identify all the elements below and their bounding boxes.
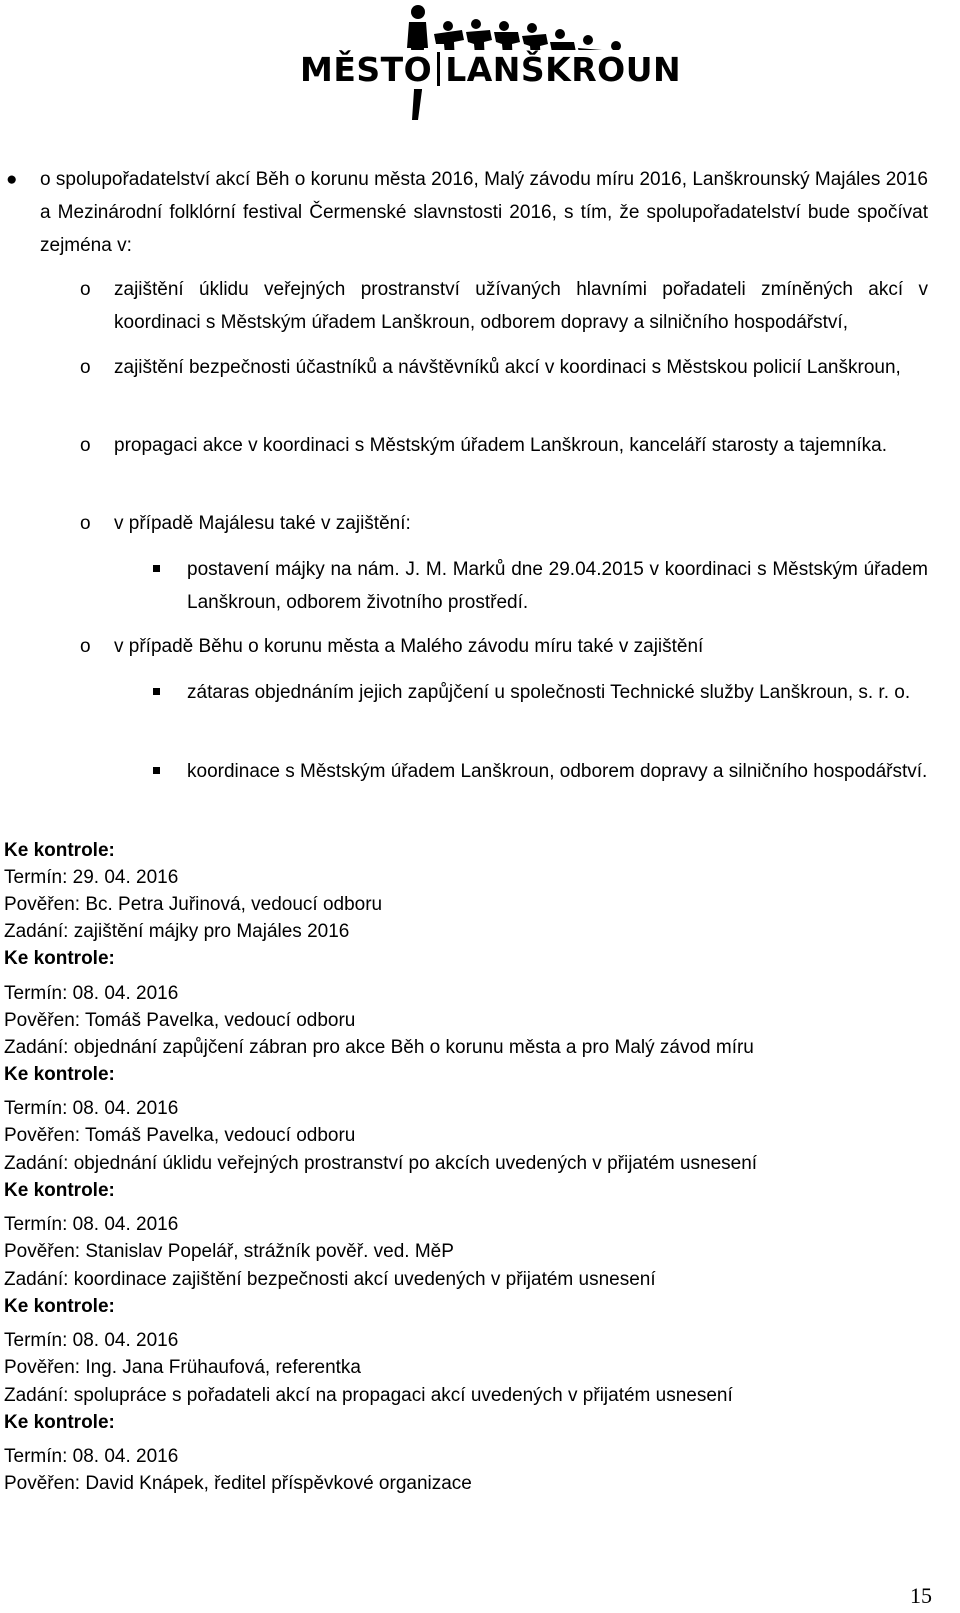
control-deadline: Termín: 08. 04. 2016 <box>4 1330 179 1351</box>
control-assignee: Pověřen: Tomáš Pavelka, vedoucí odboru <box>4 1125 356 1146</box>
control-heading: Ke kontrole: <box>4 948 115 969</box>
control-task: Zadání: objednání zapůjčení zábran pro akce Běh o korunu města a pro Malý závod míru <box>4 1037 754 1058</box>
sub-bullet-icon: o <box>80 636 91 657</box>
control-deadline: Termín: 29. 04. 2016 <box>4 867 179 888</box>
control-heading: Ke kontrole: <box>4 1412 115 1433</box>
intro-paragraph: o spolupořadatelství akcí Běh o korunu města 2016, Malý závodu míru 2016, Lanškrounský Majáles 2016 a Mezinárodní folklórní festival Čermenské slavnstosti 2016, s tím, že spolupořadatelství bude spočívat zejména v: <box>40 169 928 256</box>
control-task: Zadání: zajištění májky pro Majáles 2016 <box>4 921 350 942</box>
control-assignee: Pověřen: Ing. Jana Frühaufová, referentka <box>4 1357 361 1378</box>
logo-separator <box>437 52 440 86</box>
square-bullet-icon <box>153 767 160 774</box>
control-assignee: Pověřen: David Knápek, ředitel příspěvkové organizace <box>4 1473 472 1494</box>
page-number: 15 <box>910 1583 932 1608</box>
square-bullet-icon <box>153 688 160 695</box>
beh-item: koordinace s Městským úřadem Lanškroun, odborem dopravy a silničního hospodářství. <box>187 761 928 782</box>
sub-item: propagaci akce v koordinaci s Městským úřadem Lanškroun, kanceláří starosty a tajemníka. <box>114 435 888 456</box>
city-logo <box>296 0 682 130</box>
control-assignee: Pověřen: Tomáš Pavelka, vedoucí odboru <box>4 1010 356 1031</box>
control-heading: Ke kontrole: <box>4 1180 115 1201</box>
beh-item: zátaras objednáním jejich zapůjčení u společnosti Technické služby Lanškroun, s. r. o. <box>187 682 911 703</box>
sub-item: zajištění úklidu veřejných prostranství užívaných hlavními pořadateli zmíněných akcí v koordinaci s Městským úřadem Lanškroun, odborem dopravy a silničního hospodářství, <box>114 279 928 333</box>
sub-bullet-icon: o <box>80 435 91 456</box>
control-assignee: Pověřen: Bc. Petra Juřinová, vedoucí odboru <box>4 894 383 915</box>
control-task: Zadání: koordinace zajištění bezpečnosti akcí uvedených v přijatém usnesení <box>4 1269 656 1290</box>
main-bullet-icon: ● <box>6 169 18 190</box>
control-deadline: Termín: 08. 04. 2016 <box>4 1098 179 1119</box>
sub-item: v případě Běhu o korunu města a Malého závodu míru také v zajištění <box>114 636 704 657</box>
sub-bullet-icon: o <box>80 357 91 378</box>
control-heading: Ke kontrole: <box>4 1064 115 1085</box>
logo-text-right: LANŠKROUN <box>445 50 682 89</box>
control-heading: Ke kontrole: <box>4 1296 115 1317</box>
control-assignee: Pověřen: Stanislav Popelář, strážník pověř. ved. MěP <box>4 1241 454 1262</box>
control-deadline: Termín: 08. 04. 2016 <box>4 983 179 1004</box>
control-task: Zadání: objednání úklidu veřejných prostranství po akcích uvedených v přijatém usnesení <box>4 1153 758 1174</box>
sub-item: zajištění bezpečnosti účastníků a návštěvníků akcí v koordinaci s Městskou policií Lanškroun, <box>114 357 901 378</box>
logo-text-left: MĚSTO <box>300 50 433 89</box>
control-deadline: Termín: 08. 04. 2016 <box>4 1214 179 1235</box>
sub-item: v případě Majálesu také v zajištění: <box>114 513 411 534</box>
majales-item: postavení májky na nám. J. M. Marků dne 29.04.2015 v koordinaci s Městským úřadem Lanškroun, odborem životního prostředí. <box>187 559 928 613</box>
square-bullet-icon <box>153 565 160 572</box>
control-heading: Ke kontrole: <box>4 840 115 861</box>
sub-bullet-icon: o <box>80 513 91 534</box>
control-task: Zadání: spolupráce s pořadateli akcí na propagaci akcí uvedených v přijatém usnesení <box>4 1385 733 1406</box>
control-deadline: Termín: 08. 04. 2016 <box>4 1446 179 1467</box>
sub-bullet-icon: o <box>80 279 91 300</box>
